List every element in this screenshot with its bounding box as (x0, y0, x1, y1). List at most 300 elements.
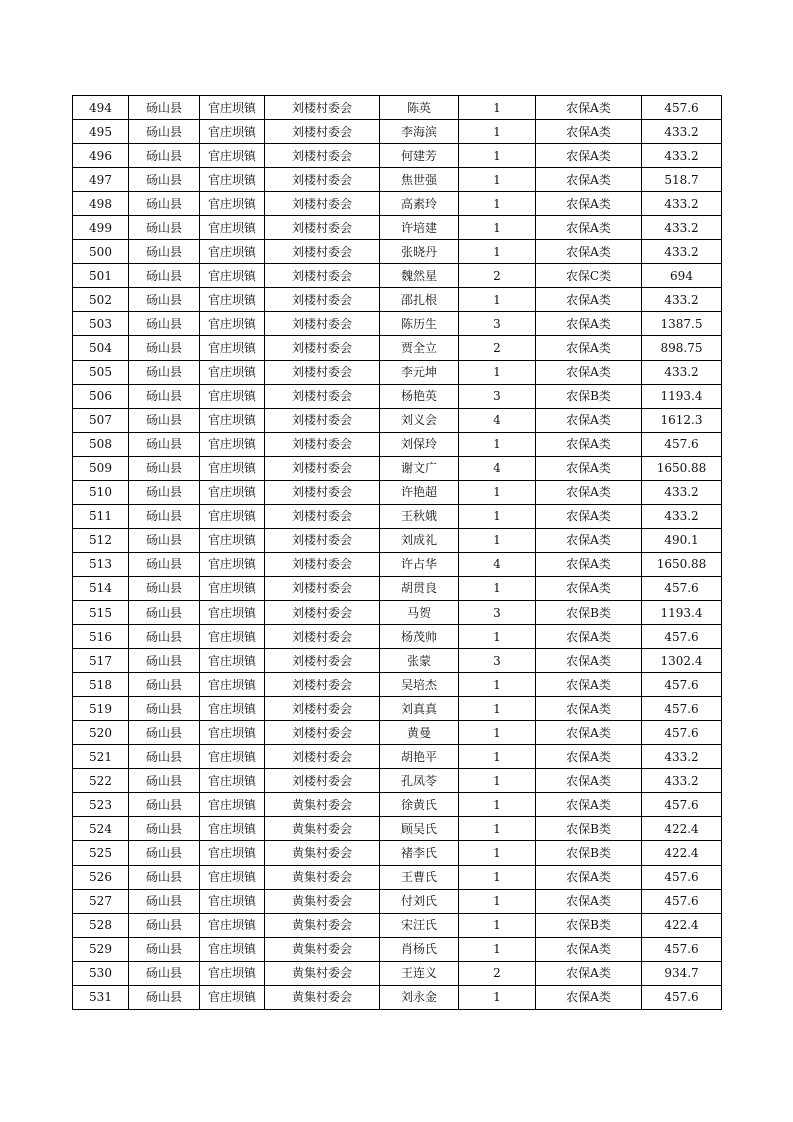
cell-category: 农保A类 (536, 312, 642, 336)
cell-amount: 457.6 (642, 985, 722, 1009)
table-row (73, 600, 722, 624)
cell-county: 砀山县 (129, 817, 200, 841)
cell-county: 砀山县 (129, 504, 200, 528)
cell-count: 1 (459, 913, 536, 937)
cell-county: 砀山县 (129, 600, 200, 624)
cell-category: 农保A类 (536, 552, 642, 576)
table-row (73, 841, 722, 865)
table-row (73, 408, 722, 432)
cell-count: 1 (459, 144, 536, 168)
cell-index: 520 (73, 721, 129, 745)
cell-index: 498 (73, 192, 129, 216)
cell-county: 砀山县 (129, 264, 200, 288)
cell-county: 砀山县 (129, 360, 200, 384)
cell-category: 农保B类 (536, 600, 642, 624)
cell-name: 李元坤 (380, 360, 459, 384)
cell-village: 刘楼村委会 (265, 408, 380, 432)
table-row (73, 552, 722, 576)
cell-amount: 1302.4 (642, 649, 722, 673)
table-row (73, 480, 722, 504)
cell-count: 1 (459, 432, 536, 456)
table-row (73, 697, 722, 721)
cell-category: 农保A类 (536, 625, 642, 649)
cell-village: 刘楼村委会 (265, 312, 380, 336)
cell-county: 砀山县 (129, 384, 200, 408)
cell-index: 504 (73, 336, 129, 360)
cell-count: 1 (459, 240, 536, 264)
cell-index: 506 (73, 384, 129, 408)
cell-count: 1 (459, 985, 536, 1009)
cell-count: 3 (459, 312, 536, 336)
table-row (73, 360, 722, 384)
cell-town: 官庄坝镇 (200, 985, 265, 1009)
cell-count: 1 (459, 192, 536, 216)
cell-index: 502 (73, 288, 129, 312)
cell-name: 许培建 (380, 216, 459, 240)
table-row (73, 336, 722, 360)
cell-index: 507 (73, 408, 129, 432)
cell-county: 砀山县 (129, 793, 200, 817)
cell-town: 官庄坝镇 (200, 264, 265, 288)
cell-town: 官庄坝镇 (200, 144, 265, 168)
cell-name: 高素玲 (380, 192, 459, 216)
cell-count: 1 (459, 865, 536, 889)
cell-county: 砀山县 (129, 432, 200, 456)
cell-amount: 422.4 (642, 841, 722, 865)
cell-category: 农保A类 (536, 745, 642, 769)
cell-county: 砀山县 (129, 552, 200, 576)
cell-category: 农保A类 (536, 961, 642, 985)
cell-county: 砀山县 (129, 528, 200, 552)
cell-index: 494 (73, 96, 129, 120)
cell-amount: 490.1 (642, 528, 722, 552)
table-row (73, 96, 722, 120)
cell-town: 官庄坝镇 (200, 913, 265, 937)
cell-name: 刘永金 (380, 985, 459, 1009)
cell-town: 官庄坝镇 (200, 625, 265, 649)
cell-village: 刘楼村委会 (265, 528, 380, 552)
cell-town: 官庄坝镇 (200, 817, 265, 841)
cell-county: 砀山县 (129, 240, 200, 264)
cell-amount: 1193.4 (642, 384, 722, 408)
cell-name: 许艳超 (380, 480, 459, 504)
cell-village: 刘楼村委会 (265, 216, 380, 240)
table-row (73, 961, 722, 985)
table-row (73, 721, 722, 745)
cell-name: 褚李氏 (380, 841, 459, 865)
cell-name: 王秋娥 (380, 504, 459, 528)
cell-county: 砀山县 (129, 649, 200, 673)
cell-town: 官庄坝镇 (200, 600, 265, 624)
cell-county: 砀山县 (129, 168, 200, 192)
cell-count: 1 (459, 745, 536, 769)
cell-village: 刘楼村委会 (265, 144, 380, 168)
cell-town: 官庄坝镇 (200, 192, 265, 216)
cell-town: 官庄坝镇 (200, 576, 265, 600)
cell-category: 农保A类 (536, 120, 642, 144)
cell-county: 砀山县 (129, 889, 200, 913)
cell-name: 马贺 (380, 600, 459, 624)
cell-town: 官庄坝镇 (200, 168, 265, 192)
cell-category: 农保B类 (536, 841, 642, 865)
cell-name: 邵扎根 (380, 288, 459, 312)
cell-name: 魏然星 (380, 264, 459, 288)
cell-amount: 1650.88 (642, 456, 722, 480)
cell-category: 农保A类 (536, 793, 642, 817)
cell-village: 刘楼村委会 (265, 697, 380, 721)
cell-amount: 457.6 (642, 865, 722, 889)
cell-county: 砀山县 (129, 625, 200, 649)
cell-county: 砀山县 (129, 336, 200, 360)
cell-village: 刘楼村委会 (265, 673, 380, 697)
cell-name: 王曹氏 (380, 865, 459, 889)
cell-index: 527 (73, 889, 129, 913)
cell-county: 砀山县 (129, 480, 200, 504)
cell-count: 1 (459, 937, 536, 961)
cell-amount: 1612.3 (642, 408, 722, 432)
table-row (73, 817, 722, 841)
cell-name: 胡艳平 (380, 745, 459, 769)
cell-amount: 934.7 (642, 961, 722, 985)
cell-amount: 1650.88 (642, 552, 722, 576)
cell-county: 砀山县 (129, 841, 200, 865)
cell-town: 官庄坝镇 (200, 216, 265, 240)
cell-index: 500 (73, 240, 129, 264)
cell-count: 1 (459, 504, 536, 528)
cell-index: 512 (73, 528, 129, 552)
table-row (73, 288, 722, 312)
cell-count: 1 (459, 216, 536, 240)
cell-name: 贾全立 (380, 336, 459, 360)
cell-county: 砀山县 (129, 913, 200, 937)
cell-name: 李海滨 (380, 120, 459, 144)
cell-town: 官庄坝镇 (200, 288, 265, 312)
cell-category: 农保A类 (536, 673, 642, 697)
cell-index: 517 (73, 649, 129, 673)
cell-village: 刘楼村委会 (265, 745, 380, 769)
cell-name: 付刘氏 (380, 889, 459, 913)
cell-town: 官庄坝镇 (200, 528, 265, 552)
cell-category: 农保A类 (536, 360, 642, 384)
cell-village: 刘楼村委会 (265, 96, 380, 120)
cell-amount: 422.4 (642, 913, 722, 937)
cell-count: 1 (459, 168, 536, 192)
cell-amount: 433.2 (642, 240, 722, 264)
cell-category: 农保A类 (536, 937, 642, 961)
cell-village: 刘楼村委会 (265, 432, 380, 456)
cell-count: 4 (459, 456, 536, 480)
cell-category: 农保A类 (536, 216, 642, 240)
cell-count: 1 (459, 793, 536, 817)
cell-index: 497 (73, 168, 129, 192)
table-row (73, 625, 722, 649)
cell-county: 砀山县 (129, 456, 200, 480)
cell-amount: 1387.5 (642, 312, 722, 336)
cell-town: 官庄坝镇 (200, 96, 265, 120)
cell-amount: 457.6 (642, 432, 722, 456)
cell-index: 523 (73, 793, 129, 817)
cell-village: 黄集村委会 (265, 841, 380, 865)
cell-village: 刘楼村委会 (265, 721, 380, 745)
cell-name: 张晓丹 (380, 240, 459, 264)
cell-town: 官庄坝镇 (200, 961, 265, 985)
cell-town: 官庄坝镇 (200, 552, 265, 576)
cell-index: 526 (73, 865, 129, 889)
cell-count: 1 (459, 360, 536, 384)
cell-amount: 433.2 (642, 144, 722, 168)
table-row (73, 120, 722, 144)
cell-town: 官庄坝镇 (200, 937, 265, 961)
cell-index: 509 (73, 456, 129, 480)
cell-category: 农保A类 (536, 168, 642, 192)
cell-village: 刘楼村委会 (265, 480, 380, 504)
cell-count: 1 (459, 480, 536, 504)
cell-village: 刘楼村委会 (265, 120, 380, 144)
cell-town: 官庄坝镇 (200, 480, 265, 504)
cell-index: 530 (73, 961, 129, 985)
cell-index: 521 (73, 745, 129, 769)
table-row (73, 168, 722, 192)
table-row (73, 649, 722, 673)
cell-count: 1 (459, 769, 536, 793)
cell-count: 3 (459, 384, 536, 408)
cell-village: 黄集村委会 (265, 793, 380, 817)
table-row (73, 216, 722, 240)
cell-index: 515 (73, 600, 129, 624)
cell-village: 刘楼村委会 (265, 456, 380, 480)
cell-village: 黄集村委会 (265, 817, 380, 841)
cell-county: 砀山县 (129, 576, 200, 600)
cell-town: 官庄坝镇 (200, 697, 265, 721)
cell-category: 农保A类 (536, 649, 642, 673)
cell-category: 农保A类 (536, 408, 642, 432)
cell-count: 1 (459, 96, 536, 120)
cell-index: 505 (73, 360, 129, 384)
table-row (73, 144, 722, 168)
cell-village: 刘楼村委会 (265, 240, 380, 264)
cell-name: 吴培杰 (380, 673, 459, 697)
cell-name: 孔凤苓 (380, 769, 459, 793)
cell-amount: 433.2 (642, 480, 722, 504)
cell-category: 农保B类 (536, 384, 642, 408)
table-row (73, 793, 722, 817)
cell-county: 砀山县 (129, 408, 200, 432)
cell-town: 官庄坝镇 (200, 649, 265, 673)
cell-amount: 433.2 (642, 216, 722, 240)
cell-name: 许占华 (380, 552, 459, 576)
cell-town: 官庄坝镇 (200, 384, 265, 408)
cell-town: 官庄坝镇 (200, 889, 265, 913)
cell-amount: 433.2 (642, 120, 722, 144)
cell-category: 农保A类 (536, 504, 642, 528)
cell-count: 1 (459, 697, 536, 721)
cell-count: 2 (459, 264, 536, 288)
cell-village: 黄集村委会 (265, 889, 380, 913)
cell-count: 1 (459, 817, 536, 841)
cell-category: 农保A类 (536, 336, 642, 360)
cell-amount: 457.6 (642, 793, 722, 817)
table-row (73, 913, 722, 937)
cell-name: 胡贯良 (380, 576, 459, 600)
cell-index: 519 (73, 697, 129, 721)
cell-category: 农保C类 (536, 264, 642, 288)
table-row (73, 985, 722, 1009)
cell-count: 3 (459, 600, 536, 624)
cell-name: 刘义会 (380, 408, 459, 432)
cell-amount: 433.2 (642, 745, 722, 769)
cell-village: 刘楼村委会 (265, 264, 380, 288)
cell-village: 刘楼村委会 (265, 336, 380, 360)
cell-index: 496 (73, 144, 129, 168)
table-row (73, 264, 722, 288)
cell-count: 1 (459, 576, 536, 600)
cell-index: 522 (73, 769, 129, 793)
cell-town: 官庄坝镇 (200, 408, 265, 432)
table-row (73, 192, 722, 216)
cell-town: 官庄坝镇 (200, 336, 265, 360)
cell-amount: 694 (642, 264, 722, 288)
cell-county: 砀山县 (129, 865, 200, 889)
cell-count: 4 (459, 408, 536, 432)
cell-amount: 433.2 (642, 769, 722, 793)
cell-amount: 457.6 (642, 889, 722, 913)
cell-category: 农保A类 (536, 865, 642, 889)
cell-count: 2 (459, 336, 536, 360)
cell-town: 官庄坝镇 (200, 673, 265, 697)
cell-index: 525 (73, 841, 129, 865)
cell-amount: 1193.4 (642, 600, 722, 624)
cell-category: 农保A类 (536, 192, 642, 216)
cell-village: 黄集村委会 (265, 913, 380, 937)
cell-name: 徐黄氏 (380, 793, 459, 817)
table-row (73, 673, 722, 697)
cell-name: 张蒙 (380, 649, 459, 673)
cell-county: 砀山县 (129, 216, 200, 240)
cell-amount: 898.75 (642, 336, 722, 360)
table-row (73, 384, 722, 408)
cell-name: 杨茂帅 (380, 625, 459, 649)
cell-county: 砀山县 (129, 937, 200, 961)
cell-category: 农保A类 (536, 240, 642, 264)
cell-village: 刘楼村委会 (265, 504, 380, 528)
cell-amount: 457.6 (642, 673, 722, 697)
cell-village: 刘楼村委会 (265, 192, 380, 216)
cell-town: 官庄坝镇 (200, 360, 265, 384)
cell-county: 砀山县 (129, 769, 200, 793)
table-row (73, 312, 722, 336)
cell-name: 杨艳英 (380, 384, 459, 408)
cell-county: 砀山县 (129, 697, 200, 721)
table-row (73, 240, 722, 264)
cell-town: 官庄坝镇 (200, 769, 265, 793)
table-row (73, 865, 722, 889)
cell-category: 农保A类 (536, 889, 642, 913)
cell-town: 官庄坝镇 (200, 745, 265, 769)
cell-category: 农保A类 (536, 769, 642, 793)
cell-town: 官庄坝镇 (200, 841, 265, 865)
cell-name: 宋汪氏 (380, 913, 459, 937)
cell-name: 肖杨氏 (380, 937, 459, 961)
table-row (73, 769, 722, 793)
cell-amount: 433.2 (642, 288, 722, 312)
cell-town: 官庄坝镇 (200, 793, 265, 817)
cell-name: 陈历生 (380, 312, 459, 336)
cell-category: 农保A类 (536, 697, 642, 721)
cell-village: 刘楼村委会 (265, 168, 380, 192)
cell-index: 518 (73, 673, 129, 697)
cell-village: 刘楼村委会 (265, 288, 380, 312)
cell-count: 1 (459, 120, 536, 144)
cell-category: 农保A类 (536, 288, 642, 312)
cell-town: 官庄坝镇 (200, 432, 265, 456)
cell-count: 1 (459, 673, 536, 697)
cell-category: 农保B类 (536, 913, 642, 937)
table-row (73, 937, 722, 961)
table-row (73, 528, 722, 552)
cell-name: 刘真真 (380, 697, 459, 721)
table-row (73, 504, 722, 528)
cell-village: 黄集村委会 (265, 961, 380, 985)
cell-amount: 457.6 (642, 625, 722, 649)
cell-amount: 433.2 (642, 360, 722, 384)
cell-category: 农保A类 (536, 96, 642, 120)
cell-village: 刘楼村委会 (265, 552, 380, 576)
cell-town: 官庄坝镇 (200, 456, 265, 480)
cell-index: 516 (73, 625, 129, 649)
cell-town: 官庄坝镇 (200, 240, 265, 264)
cell-village: 刘楼村委会 (265, 360, 380, 384)
cell-count: 4 (459, 552, 536, 576)
cell-village: 刘楼村委会 (265, 576, 380, 600)
table-row (73, 456, 722, 480)
cell-category: 农保A类 (536, 432, 642, 456)
cell-name: 焦世强 (380, 168, 459, 192)
cell-category: 农保A类 (536, 985, 642, 1009)
cell-count: 1 (459, 288, 536, 312)
table-row (73, 576, 722, 600)
cell-category: 农保A类 (536, 576, 642, 600)
cell-name: 王连义 (380, 961, 459, 985)
table-row (73, 889, 722, 913)
cell-village: 刘楼村委会 (265, 769, 380, 793)
cell-index: 510 (73, 480, 129, 504)
cell-amount: 433.2 (642, 192, 722, 216)
cell-village: 刘楼村委会 (265, 384, 380, 408)
cell-count: 1 (459, 841, 536, 865)
cell-county: 砀山县 (129, 288, 200, 312)
cell-amount: 457.6 (642, 937, 722, 961)
cell-county: 砀山县 (129, 192, 200, 216)
cell-name: 何建芳 (380, 144, 459, 168)
cell-village: 刘楼村委会 (265, 649, 380, 673)
cell-count: 3 (459, 649, 536, 673)
cell-amount: 457.6 (642, 697, 722, 721)
cell-amount: 518.7 (642, 168, 722, 192)
cell-county: 砀山县 (129, 961, 200, 985)
cell-name: 黄曼 (380, 721, 459, 745)
cell-village: 黄集村委会 (265, 985, 380, 1009)
cell-category: 农保A类 (536, 456, 642, 480)
cell-count: 1 (459, 721, 536, 745)
cell-amount: 457.6 (642, 576, 722, 600)
cell-town: 官庄坝镇 (200, 865, 265, 889)
cell-county: 砀山县 (129, 721, 200, 745)
cell-county: 砀山县 (129, 96, 200, 120)
cell-village: 黄集村委会 (265, 937, 380, 961)
cell-county: 砀山县 (129, 745, 200, 769)
cell-index: 529 (73, 937, 129, 961)
cell-index: 528 (73, 913, 129, 937)
